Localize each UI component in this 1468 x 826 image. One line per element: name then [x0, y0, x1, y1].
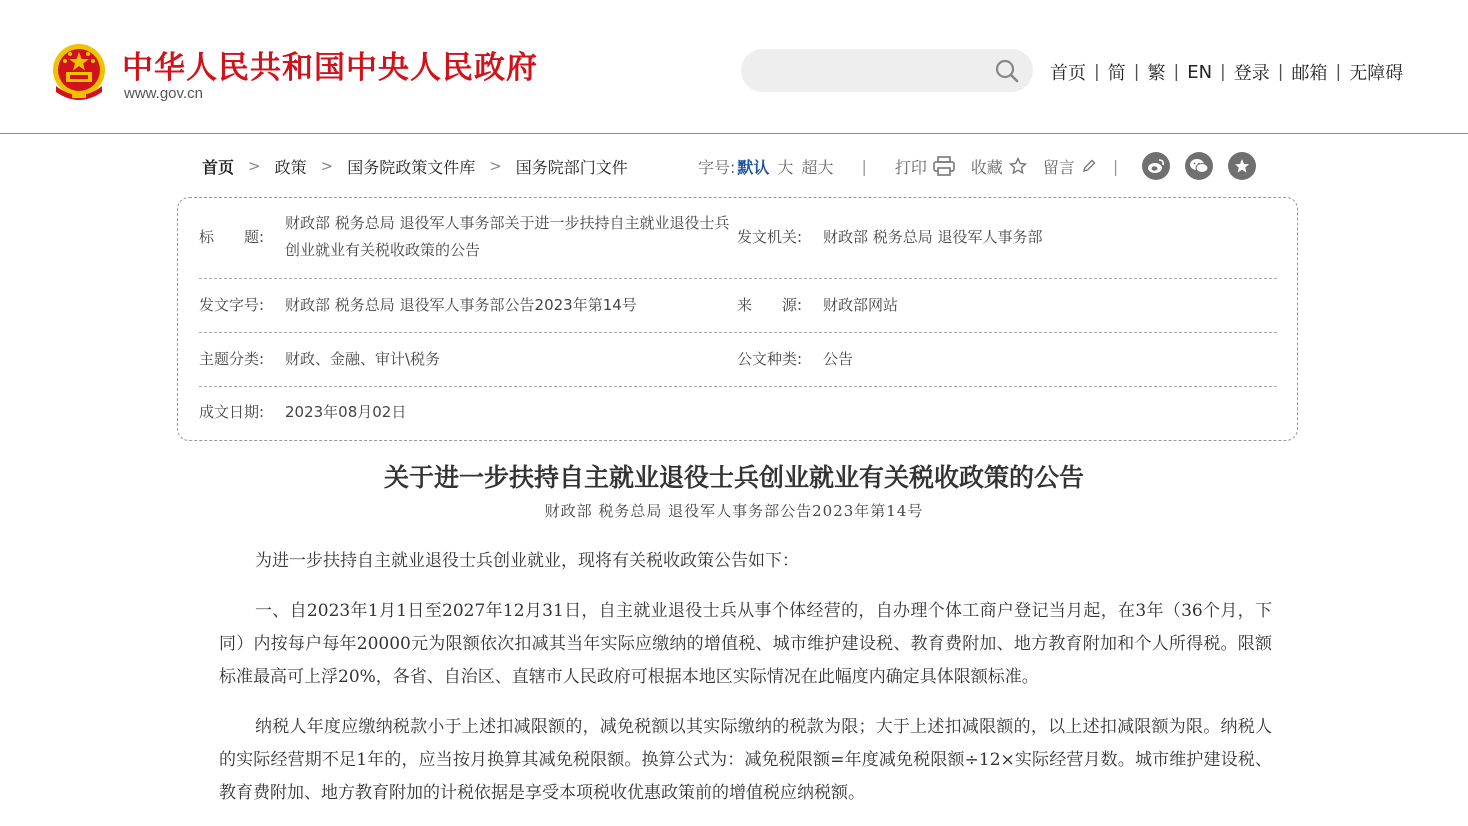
- source-value: 财政部网站: [823, 296, 899, 314]
- star-icon: [1009, 157, 1027, 175]
- docno-value: 财政部 税务总局 退役军人事务部公告2023年第14号: [285, 296, 637, 314]
- breadcrumb-policy[interactable]: 政策: [274, 157, 307, 177]
- source-label: 来 源:: [737, 296, 803, 314]
- nav-home[interactable]: 首页: [1050, 63, 1086, 84]
- date-value: 2023年08月02日: [285, 403, 407, 421]
- issuer-value: 财政部 税务总局 退役军人事务部: [823, 228, 1043, 246]
- favorite-circle-icon[interactable]: [1228, 152, 1256, 180]
- share-group: [1142, 152, 1256, 180]
- topic-label: 主题分类:: [199, 350, 265, 368]
- divider: |: [861, 156, 867, 176]
- font-size-label: 字号:: [698, 157, 736, 177]
- document-info-box: [177, 197, 1298, 441]
- nav-accessibility[interactable]: 无障碍: [1349, 63, 1404, 84]
- search-input[interactable]: [741, 49, 1033, 92]
- nav-english[interactable]: EN: [1187, 61, 1213, 83]
- breadcrumb-department-files[interactable]: 国务院部门文件: [515, 157, 628, 177]
- nav-login[interactable]: 登录: [1233, 63, 1270, 84]
- topic-value: 财政、金融、审计\税务: [285, 350, 441, 368]
- font-size-large[interactable]: 大: [777, 157, 794, 177]
- print-label: 打印: [894, 157, 927, 177]
- site-header: [0, 0, 1468, 134]
- nav-separator: |: [1094, 62, 1100, 82]
- comment-button[interactable]: [1043, 155, 1097, 178]
- nav-mail[interactable]: 邮箱: [1291, 63, 1328, 84]
- wechat-icon[interactable]: [1185, 152, 1213, 180]
- docno-label: 发文字号:: [199, 296, 265, 314]
- font-size-default[interactable]: 默认: [737, 157, 770, 177]
- type-label: 公文种类:: [737, 350, 803, 368]
- info-row-topic: [199, 333, 1277, 387]
- issuer-label: 发文机关:: [737, 228, 803, 246]
- top-nav: [1050, 60, 1403, 84]
- chevron-right-icon: >: [320, 157, 334, 175]
- info-row-date: [199, 387, 1277, 437]
- nav-simplified[interactable]: 简: [1107, 63, 1126, 84]
- nav-separator: |: [1277, 62, 1284, 82]
- nav-traditional[interactable]: 繁: [1147, 63, 1166, 84]
- national-emblem-icon[interactable]: [50, 42, 108, 102]
- article-tools: [698, 152, 1256, 180]
- info-row-title: [199, 206, 1277, 279]
- article-doc-number: 财政部 税务总局 退役军人事务部公告2023年第14号: [544, 502, 924, 520]
- comment-label: 留言: [1042, 157, 1075, 177]
- article-paragraph: 纳税人年度应缴纳税款小于上述扣减限额的，减免税额以其实际缴纳的税款为限；大于上述扣减限额的，以上述扣减限额为限。纳税人的实际经营期不足1年的，应当按月换算其减免税限额。换算公式为：减免税限额=年度减免税限额÷12×实际经营月数。城市维护建设税、教育费附加、地方教育附加的计税依据是享受本项税收优惠政策前的增值税应纳税额。: [219, 717, 1272, 803]
- site-domain[interactable]: www.gov.cn: [124, 85, 203, 102]
- divider: |: [1112, 156, 1119, 176]
- weibo-icon[interactable]: [1142, 152, 1170, 180]
- chevron-right-icon: >: [248, 157, 261, 175]
- title-value: 财政部 税务总局 退役军人事务部关于进一步扶持自主就业退役士兵创业就业有关税收政策的公告: [285, 214, 730, 259]
- info-row-docno: [199, 279, 1277, 333]
- favorite-button[interactable]: [971, 155, 1027, 178]
- breadcrumb-home[interactable]: 首页: [202, 157, 235, 177]
- nav-separator: |: [1133, 62, 1140, 82]
- article-paragraph: 为进一步扶持自主就业退役士兵创业就业，现将有关税收政策公告如下：: [255, 551, 799, 571]
- article-paragraph: 一、自2023年1月1日至2027年12月31日，自主就业退役士兵从事个体经营的，自办理个体工商户登记当月起，在3年（36个月，下同）内按每户每年20000元为限额依次扣减其当年实际应缴纳的增值税、城市维护建设税、教育费附加、地方教育附加和个人所得税。限额标准最高可上浮20%，各省、自治区、直辖市人民政府可根据本地区实际情况在此幅度内确定具体限额标准。: [219, 601, 1272, 687]
- pencil-icon: [1081, 158, 1097, 174]
- breadcrumb-policy-library[interactable]: 国务院政策文件库: [347, 157, 476, 177]
- search-icon[interactable]: [995, 59, 1019, 83]
- date-label: 成文日期:: [199, 403, 265, 421]
- site-title[interactable]: 中华人民共和国中央人民政府: [122, 50, 538, 86]
- breadcrumb: [202, 154, 628, 178]
- type-value: 公告: [823, 350, 854, 368]
- chevron-right-icon: >: [489, 157, 502, 175]
- printer-icon: [933, 156, 955, 176]
- nav-separator: |: [1220, 62, 1226, 82]
- favorite-label: 收藏: [970, 157, 1003, 177]
- nav-separator: |: [1173, 62, 1180, 82]
- nav-separator: |: [1335, 62, 1342, 82]
- article-title: 关于进一步扶持自主就业退役士兵创业就业有关税收政策的公告: [383, 463, 1084, 492]
- font-size-xlarge[interactable]: 超大: [801, 157, 834, 177]
- print-button[interactable]: [895, 155, 955, 178]
- title-label: 标 题:: [199, 228, 265, 246]
